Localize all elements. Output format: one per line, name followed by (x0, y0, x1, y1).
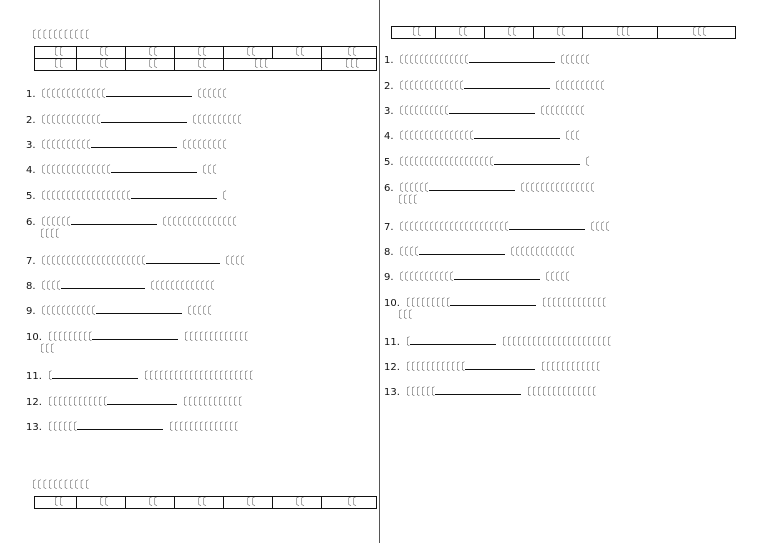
question-text: 〔〔〔〔〔〔〔〔〔〔〔〔 (534, 362, 600, 373)
table-cell: 〔〔 (534, 27, 583, 39)
question-text: 〔〔〔〔〔〔〔〔〔〔〔〔 (176, 397, 242, 408)
question-item (384, 78, 605, 93)
table-cell: 〔〔 (126, 59, 175, 71)
question-text: 4.〔〔〔〔〔〔〔〔〔〔〔〔〔〔〔 (384, 131, 474, 142)
question-item (384, 359, 600, 374)
table-cell: 〔〔〔 (322, 59, 377, 71)
answer-blank[interactable] (111, 162, 197, 173)
table-cell: 〔〔 (485, 27, 534, 39)
answer-blank[interactable] (509, 219, 585, 230)
question-item (26, 86, 227, 101)
question-item (26, 112, 242, 127)
question-item (26, 137, 227, 152)
question-text: 3.〔〔〔〔〔〔〔〔〔〔 (384, 106, 449, 117)
table-row (35, 497, 377, 509)
section-title-bottom: 〔〔〔〔〔〔〔〔〔〔〔 (26, 480, 90, 491)
table-cell: 〔〔 (175, 497, 224, 509)
table-cell: 〔〔 (322, 497, 377, 509)
table-cell: 〔〔 (273, 497, 322, 509)
question-text: 7.〔〔〔〔〔〔〔〔〔〔〔〔〔〔〔〔〔〔〔〔〔 (26, 256, 146, 267)
question-text: 〔〔〔〔〔〔〔〔〔〔〔〔〔〔〔 (514, 183, 595, 194)
question-text: 〔〔〔〔〔〔〔〔〔〔 (186, 115, 242, 126)
question-text: 〔〔〔〔〔〔〔〔〔〔〔〔〔 (144, 281, 215, 292)
table-cell: 〔〔 (77, 47, 126, 59)
answer-blank[interactable] (92, 329, 178, 340)
question-text: 〔〔〔〔〔 (181, 306, 212, 317)
table-cell: 〔〔 (392, 27, 436, 39)
question-text: 〔〔〔〔〔〔〔〔〔〔〔〔〔 (535, 298, 606, 309)
answer-blank[interactable] (494, 154, 580, 165)
answer-blank[interactable] (52, 368, 138, 379)
answer-blank[interactable] (131, 188, 217, 199)
answer-blank[interactable] (419, 244, 505, 255)
question-item (26, 419, 238, 434)
answer-blank[interactable] (410, 334, 496, 345)
question-text: 2.〔〔〔〔〔〔〔〔〔〔〔〔 (26, 115, 101, 126)
question-text: 〔〔〔〔 (219, 256, 245, 267)
answer-blank[interactable] (107, 394, 177, 405)
question-item (26, 253, 245, 268)
right-page (384, 0, 768, 543)
question-item (384, 103, 585, 118)
answer-blank[interactable] (101, 112, 187, 123)
table-cell: 〔〔 (175, 47, 224, 59)
question-text: 〔〔〔〔〔〔〔〔〔〔 (549, 81, 605, 92)
question-item (384, 52, 590, 67)
question-text-continued: 〔〔〔〔 (392, 195, 417, 206)
question-text: 9.〔〔〔〔〔〔〔〔〔〔〔 (26, 306, 96, 317)
answer-blank[interactable] (435, 384, 521, 395)
question-item (384, 334, 611, 349)
question-text: 12.〔〔〔〔〔〔〔〔〔〔〔〔 (384, 362, 465, 373)
question-text: 〔〔〔〔〔〔 (191, 89, 227, 100)
answer-table-bottom (34, 496, 377, 509)
question-item (384, 244, 575, 259)
table-cell: 〔〔 (175, 59, 224, 71)
question-text: 〔〔〔〔〔 (539, 272, 570, 283)
table-cell: 〔〔〔 (658, 27, 736, 39)
question-item (384, 219, 610, 234)
question-item (26, 214, 237, 241)
question-text: 10.〔〔〔〔〔〔〔〔〔 (26, 332, 92, 343)
question-item (384, 269, 570, 284)
question-text: 〔〔〔〔〔〔〔〔〔〔〔〔〔〔〔〔〔〔〔〔〔〔 (495, 337, 611, 348)
question-text: 11.〔 (26, 371, 52, 382)
question-text: 11.〔 (384, 337, 410, 348)
question-text: 〔〔〔〔〔〔〔〔〔 (534, 106, 585, 117)
table-cell: 〔〔 (224, 497, 273, 509)
question-item (384, 180, 595, 207)
question-text: 6.〔〔〔〔〔〔 (384, 183, 429, 194)
answer-blank[interactable] (91, 137, 177, 148)
question-text: 〔〔〔〔〔〔〔〔〔〔〔〔〔〔 (520, 387, 596, 398)
table-row (35, 59, 377, 71)
table-cell: 〔〔 (77, 497, 126, 509)
question-text: 2.〔〔〔〔〔〔〔〔〔〔〔〔〔 (384, 81, 464, 92)
question-item (26, 278, 215, 293)
table-cell: 〔〔 (273, 47, 322, 59)
question-text: 1.〔〔〔〔〔〔〔〔〔〔〔〔〔〔 (384, 55, 469, 66)
question-text: 9.〔〔〔〔〔〔〔〔〔〔〔 (384, 272, 454, 283)
question-item (26, 368, 253, 383)
table-cell: 〔〔 (322, 47, 377, 59)
question-text-continued: 〔〔〔 (34, 344, 54, 355)
table-cell: 〔〔 (35, 47, 77, 59)
answer-blank[interactable] (61, 278, 145, 289)
question-item (384, 154, 590, 169)
table-cell: 〔〔 (126, 47, 175, 59)
table-cell: 〔〔 (126, 497, 175, 509)
table-row (35, 47, 377, 59)
answer-blank[interactable] (146, 253, 220, 264)
question-item (384, 128, 580, 143)
question-text: 〔〔〔〔〔〔〔〔〔〔〔〔〔 (177, 332, 248, 343)
question-item (26, 394, 242, 409)
question-text: 8.〔〔〔〔 (384, 247, 419, 258)
answer-blank[interactable] (465, 359, 535, 370)
question-text: 13.〔〔〔〔〔〔 (384, 387, 435, 398)
question-text: 〔〔〔〔〔〔〔〔〔〔〔〔〔 (504, 247, 575, 258)
question-text: 〔 (216, 191, 227, 202)
question-text: 〔〔〔 (559, 131, 580, 142)
answer-blank[interactable] (474, 128, 560, 139)
section-title-top: 〔〔〔〔〔〔〔〔〔〔〔 (26, 30, 90, 41)
table-cell: 〔〔 (436, 27, 485, 39)
question-text: 〔〔〔〔〔〔〔〔〔〔〔〔〔〔〔 (156, 217, 237, 228)
question-text: 6.〔〔〔〔〔〔 (26, 217, 71, 228)
question-item (26, 303, 212, 318)
question-text: 〔〔〔〔〔〔〔〔〔 (176, 140, 227, 151)
question-text-continued: 〔〔〔〔 (34, 229, 59, 240)
question-text: 13.〔〔〔〔〔〔 (26, 422, 77, 433)
answer-table-top (391, 26, 736, 39)
answer-table-top (34, 46, 377, 71)
page-divider (379, 0, 380, 543)
answer-blank[interactable] (71, 214, 157, 225)
answer-blank[interactable] (454, 269, 540, 280)
question-text: 7.〔〔〔〔〔〔〔〔〔〔〔〔〔〔〔〔〔〔〔〔〔〔 (384, 222, 509, 233)
question-text: 〔〔〔〔〔〔〔〔〔〔〔〔〔〔〔〔〔〔〔〔〔〔 (137, 371, 253, 382)
answer-blank[interactable] (464, 78, 550, 89)
answer-blank[interactable] (77, 419, 163, 430)
question-text: 8.〔〔〔〔 (26, 281, 61, 292)
question-item (26, 329, 248, 356)
question-text: 〔〔〔〔〔〔〔〔〔〔〔〔〔〔 (162, 422, 238, 433)
table-cell: 〔〔〔 (224, 59, 322, 71)
table-cell: 〔〔〔 (583, 27, 658, 39)
question-item (26, 188, 227, 203)
question-text: 〔〔〔〔 (584, 222, 610, 233)
table-cell: 〔〔 (35, 497, 77, 509)
answer-blank[interactable] (429, 180, 515, 191)
answer-blank[interactable] (96, 303, 182, 314)
question-text: 5.〔〔〔〔〔〔〔〔〔〔〔〔〔〔〔〔〔〔 (26, 191, 131, 202)
table-cell: 〔〔 (77, 59, 126, 71)
answer-blank[interactable] (469, 52, 555, 63)
answer-blank[interactable] (450, 295, 536, 306)
question-item (384, 295, 606, 322)
question-item (26, 162, 217, 177)
question-text: 〔〔〔〔〔〔 (554, 55, 590, 66)
question-item (384, 384, 596, 399)
question-text: 1.〔〔〔〔〔〔〔〔〔〔〔〔〔 (26, 89, 106, 100)
table-row (392, 27, 736, 39)
question-text: 12.〔〔〔〔〔〔〔〔〔〔〔〔 (26, 397, 107, 408)
question-text-continued: 〔〔〔 (392, 310, 412, 321)
answer-blank[interactable] (449, 103, 535, 114)
question-text: 10.〔〔〔〔〔〔〔〔〔 (384, 298, 450, 309)
answer-blank[interactable] (106, 86, 192, 97)
question-text: 5.〔〔〔〔〔〔〔〔〔〔〔〔〔〔〔〔〔〔〔 (384, 157, 494, 168)
question-text: 4.〔〔〔〔〔〔〔〔〔〔〔〔〔〔 (26, 165, 111, 176)
question-text: 3.〔〔〔〔〔〔〔〔〔〔 (26, 140, 91, 151)
question-text: 〔〔〔 (196, 165, 217, 176)
table-cell: 〔〔 (35, 59, 77, 71)
table-cell: 〔〔 (224, 47, 273, 59)
question-text: 〔 (579, 157, 590, 168)
